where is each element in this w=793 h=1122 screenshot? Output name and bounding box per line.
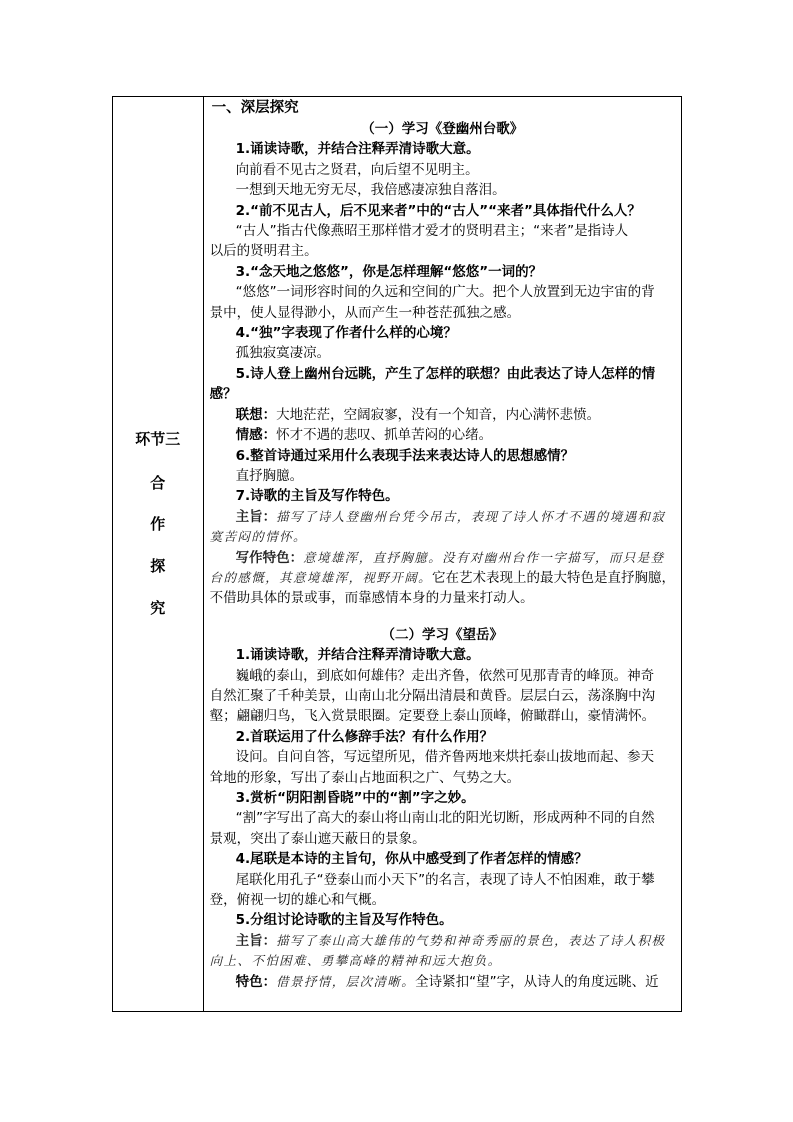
part1-title: （一）学习《登幽州台歌》 <box>361 121 524 137</box>
section-title: 一、深层探究 <box>211 100 299 116</box>
answer-line: 景中，使人显得渺小，从而产生一种苍茫孤独之感。 <box>209 304 521 321</box>
stage-label-line: 探 <box>150 557 166 575</box>
answer-line <box>210 972 675 992</box>
question: 3.赏析“阴阳割昏晓”中的“割”字之妙。 <box>235 790 475 806</box>
question: 7.诗歌的主旨及写作特色。 <box>235 488 399 505</box>
answer-label: 主旨： <box>235 932 277 949</box>
answer-label: 特色： <box>235 973 277 990</box>
question: 2.首联运用了什么修辞手法？有什么作用？ <box>235 728 494 745</box>
answer-label: 联想： <box>235 406 277 423</box>
question: 1.诵读诗歌，并结合注释弄清诗歌大意。 <box>235 141 480 158</box>
answer-line: 巍峨的泰山，到底如何雄伟？走出齐鲁，依然可见那青青的峰顶。神奇 <box>235 667 655 684</box>
answer-text: 描写了泰山高大雄伟的气势和神奇秀丽的景色，表达了诗人积极 <box>276 932 666 948</box>
answer-line: 向上、不怕困难、勇攀高峰的精神和远大抱负。 <box>209 953 502 969</box>
answer-line: “割”字写出了高大的泰山将山南山北的阳光切断，形成两种不同的自然 <box>235 810 655 827</box>
answer-label: 情感： <box>235 427 277 444</box>
lesson-table <box>112 96 682 1012</box>
answer-label: 主旨： <box>235 508 277 525</box>
question: 4.“独”字表现了作者什么样的心境？ <box>235 325 457 342</box>
question: 2.“前不见古人，后不见来者”中的“古人”“来者”具体指代什么人？ <box>235 202 641 219</box>
answer-label: 写作特色： <box>235 549 304 566</box>
stage-label-line: 究 <box>150 599 166 617</box>
content-cell <box>204 97 681 1011</box>
answer-line: 尾联化用孔子“登泰山而小天下”的名言，表现了诗人不怕困难，敢于攀 <box>235 871 655 888</box>
answer-line <box>210 425 675 445</box>
question-cont: 感？ <box>209 386 237 403</box>
answer-line: 耸地的形象，写出了泰山占地面积之广、气势之大。 <box>209 769 521 786</box>
answer-text: 描写了诗人登幽州台凭今吊古，表现了诗人怀才不遇的境遇和寂 <box>276 508 666 524</box>
answer-line <box>210 568 675 588</box>
answer-line: 登，俯视一切的雄心和气概。 <box>209 892 386 909</box>
spacer <box>210 609 675 625</box>
stage-label-cell <box>113 97 204 1011</box>
answer-line <box>210 548 675 568</box>
answer-line: “古人”指古代像燕昭王那样惜才爱才的贤明君主；“来者”是指诗人 <box>235 223 629 240</box>
question: 1.诵读诗歌，并结合注释弄清诗歌大意。 <box>235 647 480 664</box>
answer-line <box>210 405 675 425</box>
stage-label-line: 合 <box>150 474 166 492</box>
question: 5.诗人登上幽州台远眺，产生了怎样的联想？由此表达了诗人怎样的情 <box>235 365 656 382</box>
part2-title: （二）学习《望岳》 <box>381 626 504 643</box>
answer-text: 台的感慨，其意境雄浑，视野开阔。 <box>209 569 432 585</box>
answer-line: “悠悠”一词形容时间的久远和空间的广大。把个人放置到无边宇宙的背 <box>235 284 655 301</box>
answer-line: 不借助具体的景或事，而靠感情本身的力量来打动人。 <box>209 590 534 607</box>
answer-text: 借景抒情，层次清晰。 <box>276 973 416 989</box>
answer-line <box>210 931 675 951</box>
answer-text: 大地茫茫，空阔寂寥，没有一个知音，内心满怀悲愤。 <box>276 406 601 423</box>
answer-line: 孤独寂寞凄凉。 <box>235 345 331 362</box>
question: 6.整首诗通过采用什么表现手法来表达诗人的思想感情？ <box>235 447 575 464</box>
answer-line: 一想到天地无穷无尽，我倍感凄凉独自落泪。 <box>235 182 506 199</box>
answer-line: 以后的贤明君主。 <box>209 243 318 260</box>
answer-line: 向前看不见古之贤君，向后望不见明主。 <box>235 161 479 178</box>
stage-label-line: 环节三 <box>135 430 181 448</box>
answer-line <box>210 507 675 527</box>
answer-text: 它在艺术表现上的最大特色是直抒胸臆， <box>432 569 675 586</box>
stage-label-line: 作 <box>150 515 166 533</box>
answer-line: 设问。自问自答，写远望所见，借齐鲁两地来烘托泰山拔地而起、参天 <box>235 749 655 766</box>
question: 5.分组讨论诗歌的主旨及写作特色。 <box>235 912 453 929</box>
answer-line: 景观，突出了泰山遮天蔽日的景象。 <box>209 830 426 847</box>
question: 4.尾联是本诗的主旨句，你从中感受到了作者怎样的情感？ <box>235 851 588 868</box>
answer-line: 壑；翩翩归鸟，飞入赏景眼圈。定要登上泰山顶峰，俯瞰群山，豪情满怀。 <box>209 708 656 725</box>
answer-line: 直抒胸臆。 <box>235 467 304 484</box>
answer-text: 意境雄浑，直抒胸臆。没有对幽州台作一字描写，而只是登 <box>303 549 665 565</box>
answer-line: 寞苦闷的情怀。 <box>209 529 307 545</box>
answer-text: 怀才不遇的悲叹、抓单苦闷的心绪。 <box>276 427 493 444</box>
question: 3.“念天地之悠悠”，你是怎样理解“悠悠”一词的？ <box>235 263 543 280</box>
answer-text: 全诗紧扣“望”字，从诗人的角度远眺、近 <box>415 973 659 990</box>
answer-line: 自然汇聚了千种美景，山南山北分隔出清晨和黄昏。层层白云，荡涤胸中沟 <box>209 687 656 704</box>
